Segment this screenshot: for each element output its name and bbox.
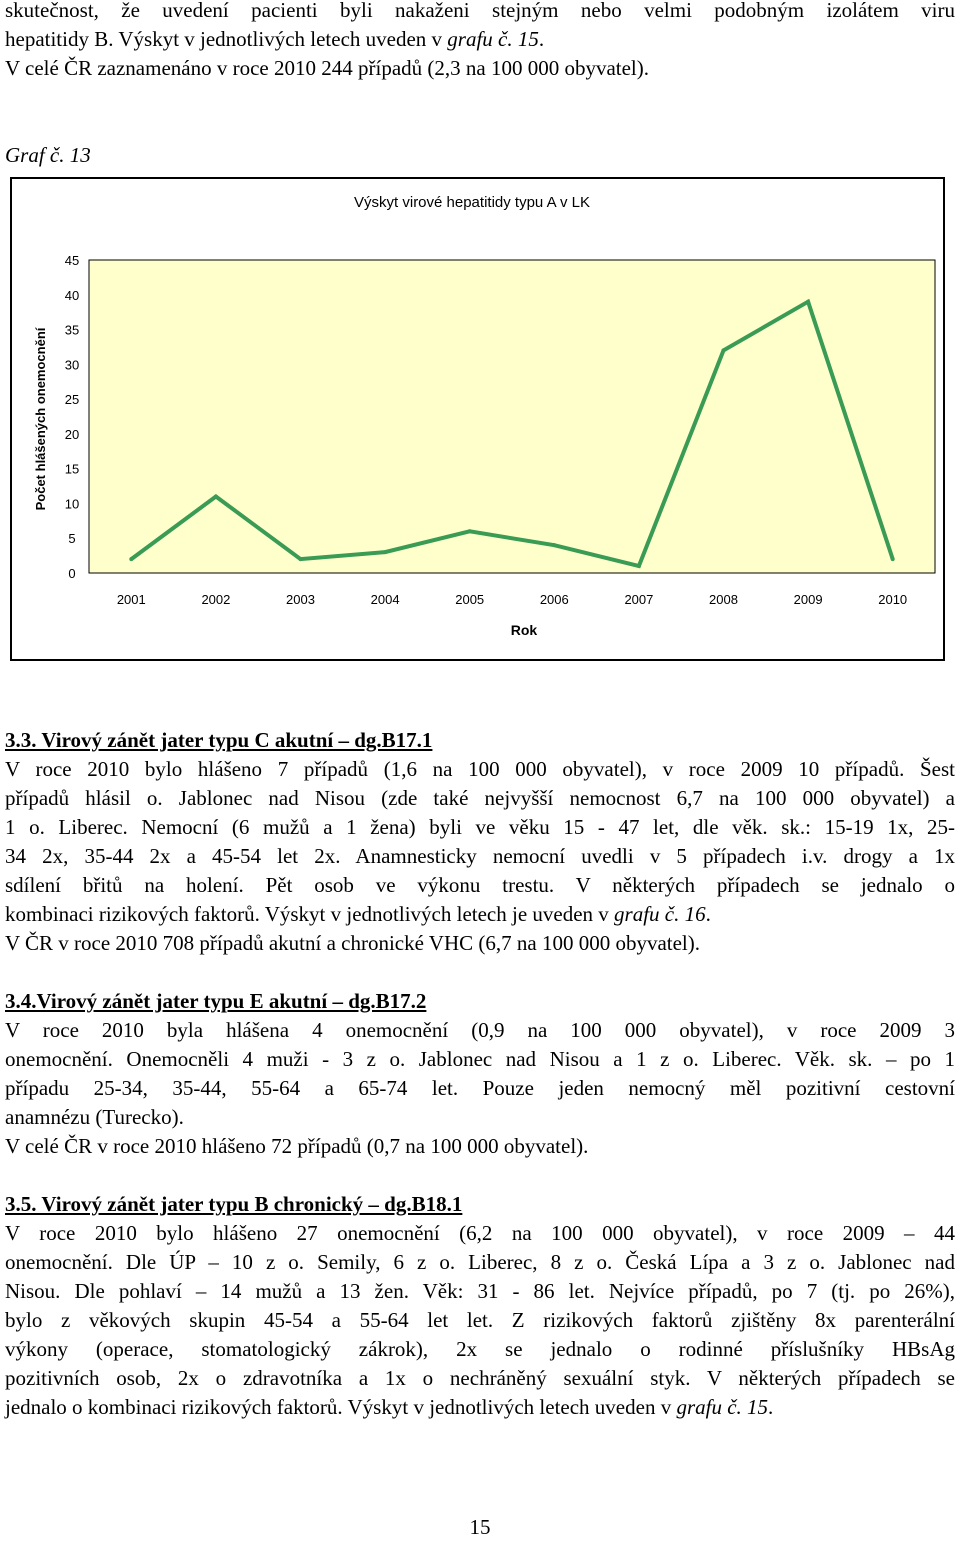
data-point (552, 543, 556, 547)
y-tick-label: 35 (64, 322, 80, 338)
section-3-5-line-7-end: . (768, 1395, 774, 1419)
data-point (806, 300, 810, 304)
y-tick-label: 0 (68, 566, 76, 581)
section-3-5-line: onemocnění. Dle ÚP – 10 z o. Semily, 6 z o. Liberec, 8 z o. Česká Lípa a 3 z o. Jablonec nad (5, 1250, 955, 1274)
x-tick-label: 2003 (286, 592, 315, 607)
data-point (129, 557, 133, 561)
section-3-4 (5, 987, 955, 1161)
data-point (468, 529, 472, 533)
chart-svg (12, 179, 943, 659)
line-chart (10, 177, 945, 661)
graph-ref-15-b: grafu č. 15 (676, 1395, 769, 1419)
section-3-4-heading: 3.4.Virový zánět jater typu E akutní – dg.B17.2 (5, 989, 427, 1013)
x-tick-label: 2004 (370, 592, 400, 607)
section-3-4-line-4: anamnézu (Turecko). (5, 1105, 184, 1129)
section-3-5-line-7 (5, 1393, 955, 1422)
intro-line-2-text: hepatitidy B. Výskyt v jednotlivých letech uveden v (5, 27, 448, 51)
section-3-5-line: Nisou. Dle pohlaví – 14 mužů a 13 žen. Věk: 31 - 86 let. Nejvíce případů, po 7 (tj. po 26%), (5, 1279, 955, 1303)
section-3-3-line-6-end: . (705, 902, 711, 926)
x-axis-label: Rok (510, 622, 538, 638)
section-3-3 (5, 726, 955, 958)
section-3-5-line: V roce 2010 bylo hlášeno 27 onemocnění (6,2 na 100 000 obyvatel), v roce 2009 – 44 (5, 1221, 955, 1245)
section-3-3-heading: 3.3. Virový zánět jater typu C akutní – dg.B17.1 (5, 728, 433, 752)
y-tick-label: 45 (64, 253, 80, 268)
y-tick-label: 25 (64, 392, 80, 408)
page-number: 15 (469, 1515, 491, 1539)
graph-ref-16: grafu č. 16 (614, 902, 706, 926)
data-point (891, 557, 895, 561)
graph-ref-15: grafu č. 15 (447, 27, 539, 51)
section-3-5-heading: 3.5. Virový zánět jater typu B chronický – dg.B18.1 (5, 1192, 463, 1216)
y-tick-label: 15 (64, 461, 80, 477)
y-tick-label: 5 (68, 531, 76, 547)
x-tick-label: 2009 (793, 592, 823, 607)
section-3-5-line: pozitivních osob, 2x o zdravotníka a 1x o nechráněný sexuální styk. V některých případech se (5, 1366, 955, 1390)
x-tick-label: 2005 (455, 592, 485, 607)
data-point (637, 564, 641, 568)
chart-title: Výskyt virové hepatitidy typu A v LK (354, 194, 590, 211)
intro-line-3: V celé ČR zaznamenáno v roce 2010 244 případů (2,3 na 100 000 obyvatel). (5, 56, 650, 80)
section-3-3-line: sdílení břitů na holení. Pět osob ve výkonu trestu. V některých případech se jednalo o (5, 873, 955, 897)
section-3-5-line: bylo z věkových skupin 45-54 a 55-64 let let. Z rizikových faktorů zjištěny 8x parenterální (5, 1308, 955, 1332)
x-tick-label: 2001 (116, 592, 146, 607)
x-tick-label: 2010 (878, 592, 908, 607)
data-point (214, 494, 218, 498)
intro-line-1: skutečnost, že uvedení pacienti byli nakaženi stejným nebo velmi podobným izolátem viru (5, 0, 955, 22)
x-tick-label: 2002 (201, 592, 231, 607)
y-axis-label: Počet hlášených onemocnění (33, 327, 48, 511)
intro-line-2-end: . (538, 27, 545, 51)
section-3-4-line-5: V celé ČR v roce 2010 hlášeno 72 případů (0,7 na 100 000 obyvatel). (5, 1134, 589, 1158)
y-tick-label: 30 (64, 357, 80, 373)
data-point (383, 550, 387, 554)
section-3-5 (5, 1190, 955, 1422)
x-tick-label: 2007 (624, 592, 654, 607)
section-3-3-line: 34 2x, 35-44 2x a 45-54 let 2x. Anamnesticky nemocní uvedli v 5 případech i.v. drogy a 1x (5, 844, 955, 868)
section-3-3-line: 1 o. Liberec. Nemocní (6 mužů a 1 žena) byli ve věku 15 - 47 let, dle věk. sk.: 15-19 1x, 25- (5, 815, 955, 839)
y-tick-label: 10 (64, 496, 80, 512)
section-3-3-line-7: V ČR v roce 2010 708 případů akutní a chronické VHC (6,7 na 100 000 obyvatel). (5, 931, 701, 955)
section-3-3-line-6-text: kombinaci rizikových faktorů. Výskyt v jednotlivých letech je uveden v (5, 902, 615, 926)
section-3-4-line: onemocnění. Onemocněli 4 muži - 3 z o. Jablonec nad Nisou a 1 z o. Liberec. Věk. sk. – po 1 (5, 1047, 955, 1071)
section-3-3-line: případů hlásil o. Jablonec nad Nisou (zde také nejvyšší nemocnost 6,7 na 100 000 obyvatel) a (5, 786, 955, 810)
data-point (722, 348, 726, 352)
intro-line-2 (5, 25, 955, 54)
graph-caption: Graf č. 13 (5, 143, 91, 167)
data-point (299, 557, 303, 561)
y-tick-label: 40 (64, 287, 80, 303)
y-tick-label: 20 (64, 426, 80, 442)
section-3-3-line: V roce 2010 bylo hlášeno 7 případů (1,6 na 100 000 obyvatel), v roce 2009 10 případů. Šest (5, 757, 955, 781)
x-tick-label: 2008 (709, 592, 738, 607)
x-tick-label: 2006 (539, 592, 569, 607)
section-3-4-line: V roce 2010 byla hlášena 4 onemocnění (0,9 na 100 000 obyvatel), v roce 2009 3 (5, 1018, 955, 1042)
section-3-3-line-6 (5, 900, 955, 929)
intro-paragraph (5, 0, 955, 83)
section-3-5-line: výkony (operace, stomatologický zákrok), 2x se jednalo o rodinné příslušníky HBsAg (5, 1337, 955, 1361)
section-3-5-line-7-text: jednalo o kombinaci rizikových faktorů. Výskyt v jednotlivých letech uveden v (5, 1395, 677, 1419)
section-3-4-line: případu 25-34, 35-44, 55-64 a 65-74 let. Pouze jeden nemocný měl pozitivní cestovní (5, 1076, 955, 1100)
